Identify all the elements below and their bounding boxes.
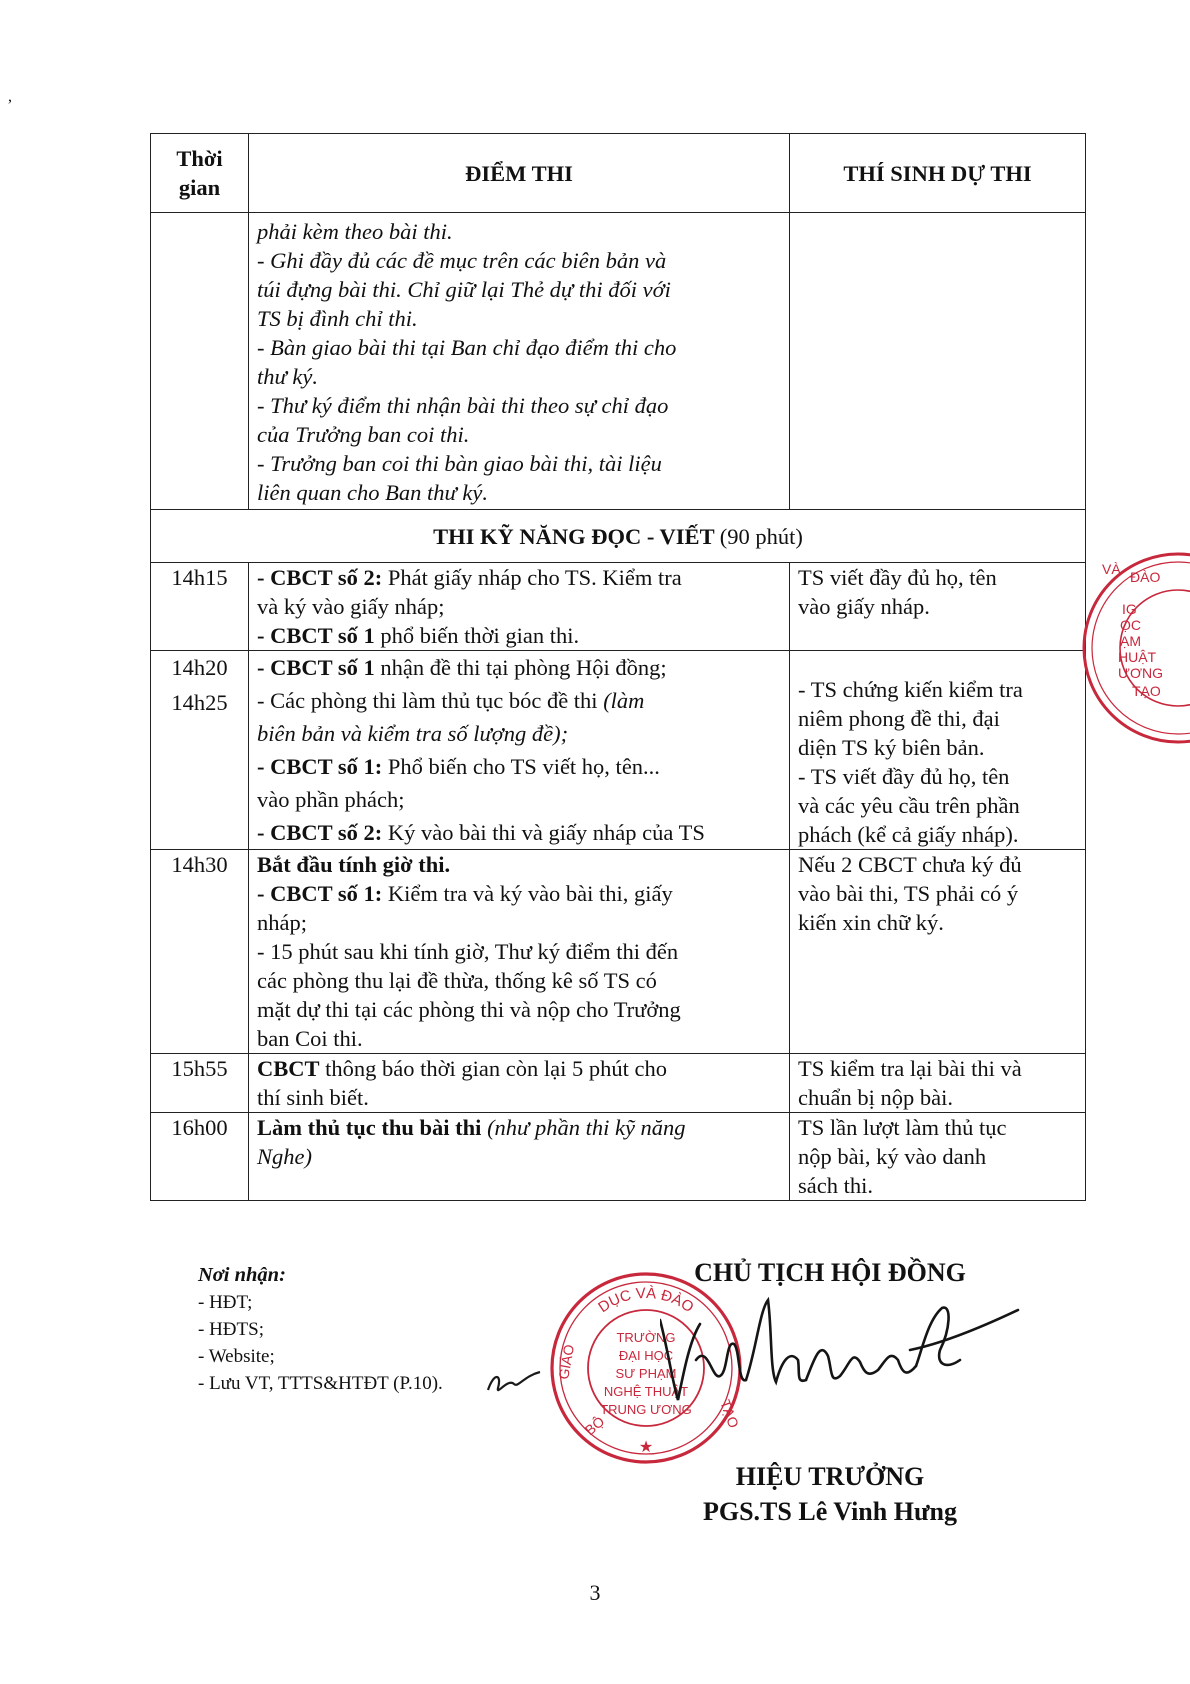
seal-ring-text: GIÁO: [555, 1343, 578, 1381]
seal-center-text: SƯ PHẠM: [615, 1366, 677, 1381]
candidate-cell: TS kiểm tra lại bài thi và chuẩn bị nộp bài.: [790, 1054, 1086, 1113]
time-cell: 16h00: [151, 1113, 249, 1201]
chairman-title: CHỦ TỊCH HỘI ĐỒNG: [694, 1258, 966, 1287]
site-cell: Làm thủ tục thu bài thi (như phần thi kỹ năng Nghe): [249, 1113, 790, 1201]
scan-mark: ,: [8, 88, 12, 105]
recipient-item: - Lưu VT, TTTS&HTĐT (P.10).: [198, 1373, 443, 1394]
seal-ring-text: DỤC VÀ ĐÀO: [595, 1284, 697, 1317]
partial-seal-text: IG: [1122, 601, 1137, 617]
partial-seal-text: ƯƠNG: [1118, 665, 1163, 681]
recipient-item: - HĐTS;: [198, 1319, 264, 1340]
recipient-item: - HĐT;: [198, 1292, 253, 1313]
seal-ring-text: TẠO: [717, 1397, 743, 1431]
seal-center-text: ĐẠI HỌC: [618, 1348, 674, 1363]
header-candidate: THÍ SINH DỰ THI: [790, 134, 1086, 213]
time-cell: 14h20 14h25: [151, 651, 249, 850]
candidate-cell: Nếu 2 CBCT chưa ký đủ vào bài thi, TS phải có ý kiến xin chữ ký.: [790, 850, 1086, 1054]
seal-center-text: TRƯỜNG: [616, 1330, 676, 1345]
partial-seal-text: HUẬT: [1118, 649, 1157, 665]
initials-signature: [484, 1366, 544, 1400]
seal-star-icon: ★: [638, 1439, 654, 1456]
header-exam-site: ĐIỂM THI: [249, 134, 790, 213]
header-time: Thời gian: [151, 134, 249, 213]
table-row: [151, 1113, 1086, 1201]
candidate-cell: TS lần lượt làm thủ tục nộp bài, ký vào danh sách thi.: [790, 1113, 1086, 1201]
signer-name: PGS.TS Lê Vinh Hưng: [702, 1497, 958, 1526]
time-cell: [151, 213, 249, 510]
rector-title: HIỆU TRƯỞNG: [735, 1462, 925, 1491]
partial-seal-text: TẠO: [1132, 683, 1161, 699]
page-number: 3: [589, 1580, 601, 1605]
partial-seal: [1058, 548, 1190, 748]
partial-seal-text: ĐÀO: [1130, 569, 1161, 585]
recipients-block: [198, 1262, 443, 1397]
partial-seal-text: ẠM: [1120, 633, 1141, 649]
site-cell: - CBCT số 1 nhận đề thi tại phòng Hội đồng; - Các phòng thi làm thủ tục bóc đề thi (làm biên bản và kiểm tra số lượng đề); - CBCT số 1: Phổ biến cho TS viết họ, tên... vào phần phách; - CBCT số 2: Ký vào bài thi và giấy nháp của TS: [249, 651, 790, 850]
site-cell: CBCT thông báo thời gian còn lại 5 phút cho thí sinh biết.: [249, 1054, 790, 1113]
site-cell: Bắt đầu tính giờ thi. - CBCT số 1: Kiểm tra và ký vào bài thi, giấy nháp; - 15 phút sau khi tính giờ, Thư ký điểm thi đến các phòng thu lại đề thừa, thống kê số TS có mặt dự thi tại các phòng thi và nộp cho Trưởng ban Coi thi.: [249, 850, 790, 1054]
table-row: [151, 850, 1086, 1054]
seal-center-text: NGHỆ THUẬT: [603, 1384, 689, 1399]
recipients-title: Nơi nhận:: [198, 1264, 286, 1286]
handwritten-signature: [660, 1280, 1020, 1430]
table-row: [151, 213, 1086, 510]
table-row: [151, 1054, 1086, 1113]
partial-seal-text: ỌC: [1120, 617, 1141, 633]
section-title: THI KỸ NĂNG ĐỌC - VIẾT (90 phút): [151, 510, 1086, 563]
exam-schedule-table: [150, 133, 1086, 1201]
seal-ring-text: BỘ: [581, 1413, 608, 1439]
candidate-cell: TS viết đầy đủ họ, tên vào giấy nháp.: [790, 563, 1086, 651]
seal-center-text: TRUNG ƯƠNG: [600, 1402, 692, 1417]
time-cell: 14h15: [151, 563, 249, 651]
table-header-row: [151, 134, 1086, 213]
section-row: [151, 510, 1086, 563]
recipient-item: - Website;: [198, 1346, 275, 1367]
partial-seal-text: VÀ: [1102, 561, 1121, 577]
time-cell: 15h55: [151, 1054, 249, 1113]
site-cell: phải kèm theo bài thi. - Ghi đầy đủ các đề mục trên các biên bản và túi đựng bài thi. Chỉ giữ lại Thẻ dự thi đối với TS bị đình chỉ thi. - Bàn giao bài thi tại Ban chỉ đạo điểm thi cho thư ký. - Thư ký điểm thi nhận bài thi theo sự chỉ đạo của Trưởng ban coi thi. - Trưởng ban coi thi bàn giao bài thi, tài liệu liên quan cho Ban thư ký.: [249, 213, 790, 510]
table-row: [151, 651, 1086, 850]
time-cell: 14h30: [151, 850, 249, 1054]
site-cell: - CBCT số 2: Phát giấy nháp cho TS. Kiểm tra và ký vào giấy nháp; - CBCT số 1 phổ biến thời gian thi.: [249, 563, 790, 651]
table-row: [151, 563, 1086, 651]
candidate-cell: - TS chứng kiến kiểm tra niêm phong đề thi, đại diện TS ký biên bản. - TS viết đầy đủ họ, tên và các yêu cầu trên phần phách (kể cả giấy nháp).: [790, 651, 1086, 850]
candidate-cell: [790, 213, 1086, 510]
